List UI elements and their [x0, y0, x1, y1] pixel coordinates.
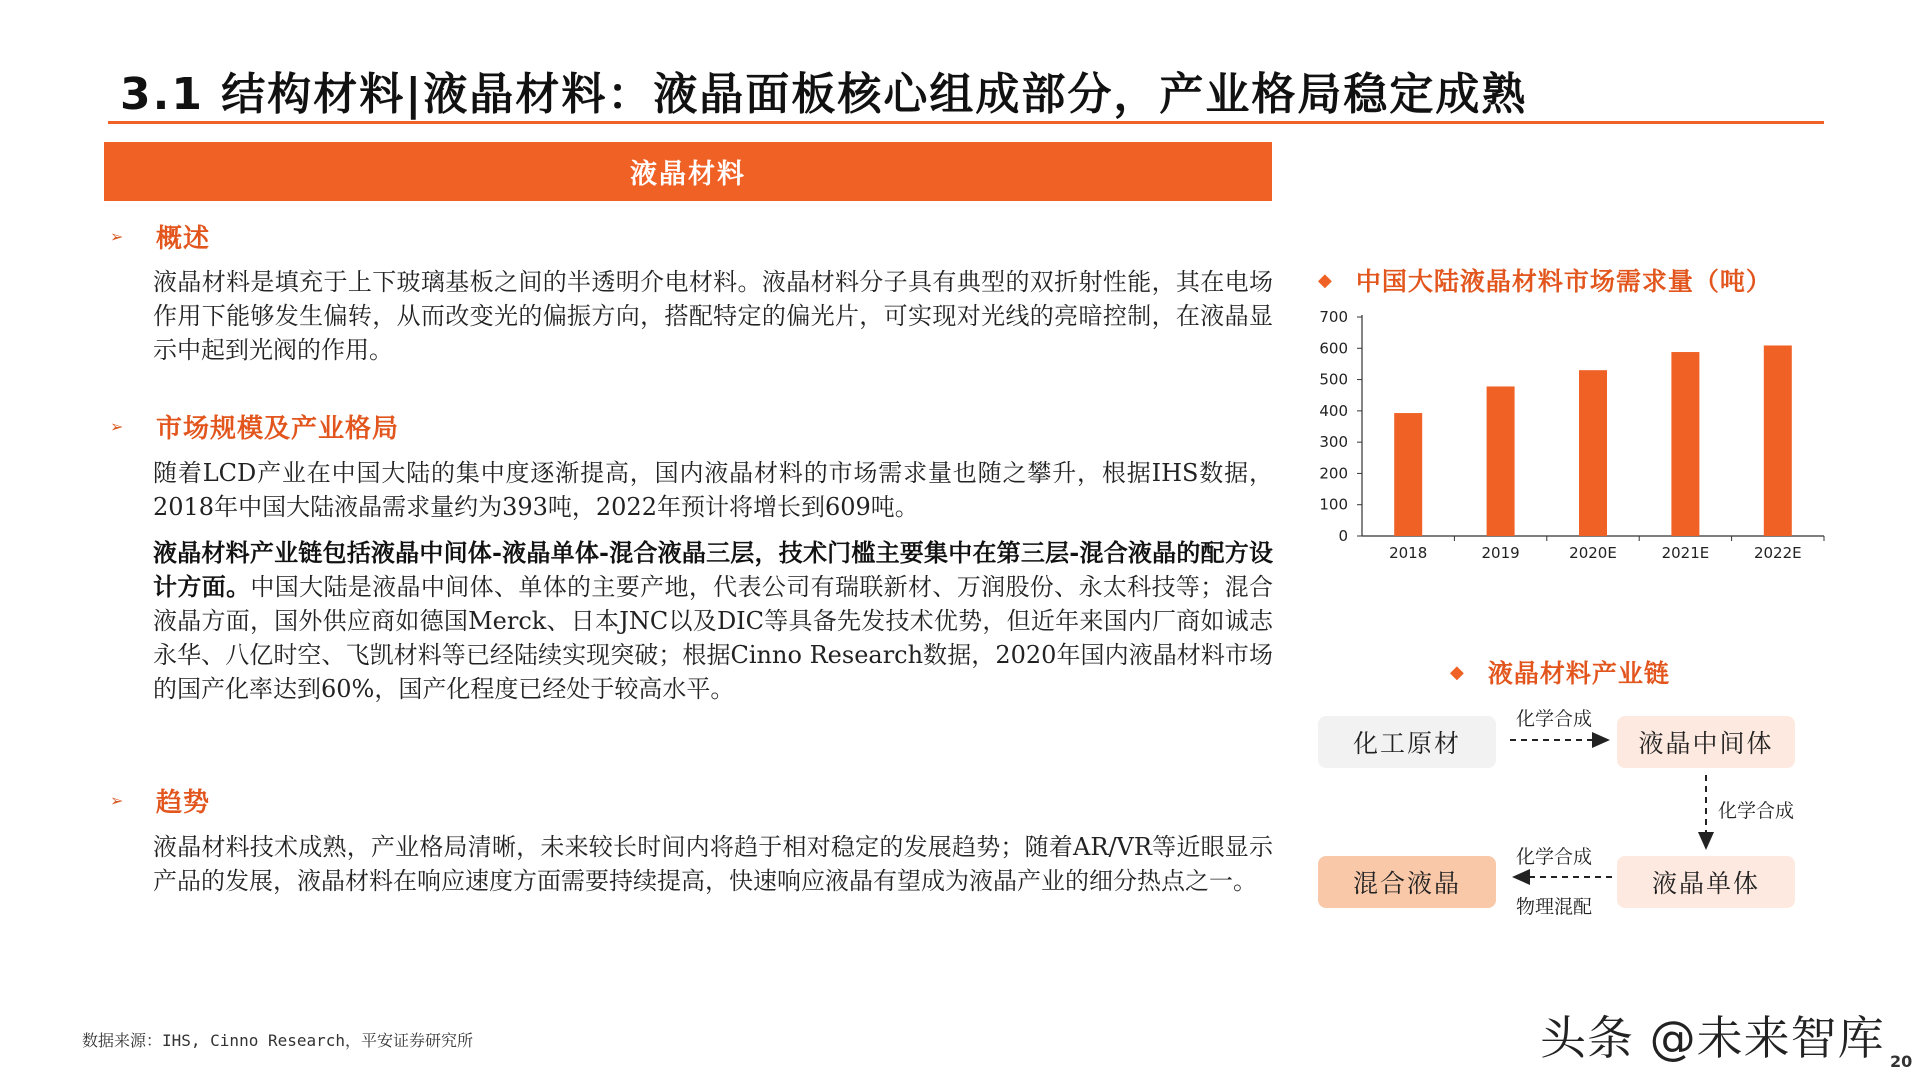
- diamond-bullet-icon: ◆: [1318, 269, 1332, 291]
- body-text: 中国大陆是液晶中间体、单体的主要产地，代表公司有瑞联新材、万润股份、永太科技等；混合液晶方面，国外供应商如德国Merck、日本JNC以及DIC等具备先发技术优势，但近年来国内厂商如诚志永华、八亿时空、飞凯材料等已经陆续实现突破；根据Cinno Research数据，2020年国内液晶材料市场的国产化率达到60%，国产化程度已经处于较高水平。: [153, 573, 1273, 703]
- y-tick-label: 600: [1319, 339, 1348, 358]
- y-tick-label: 200: [1319, 464, 1348, 483]
- trend-paragraph: 液晶材料技术成熟，产业格局清晰，未来较长时间内将趋于相对稳定的发展趋势；随着AR/VR等近眼显示产品的发展，液晶材料在响应速度方面需要持续提高，快速响应液晶有望成为液晶产业的细分热点之一。: [153, 833, 1273, 895]
- chart-title: 中国大陆液晶材料市场需求量（吨）: [1355, 267, 1772, 296]
- section-title: 概述: [156, 223, 211, 254]
- flow-box-raw-material: 化工原材: [1318, 716, 1496, 768]
- arrow-bullet-icon: ➢: [110, 790, 124, 810]
- section-banner: 液晶材料: [104, 142, 1272, 201]
- diamond-bullet-icon: ◆: [1450, 661, 1464, 683]
- market-paragraph: 随着LCD产业在中国大陆的集中度逐渐提高，国内液晶材料的市场需求量也随之攀升，根据IHS数据，2018年中国大陆液晶需求量约为393吨，2022年预计将增长到609吨。: [153, 459, 1273, 521]
- y-tick-label: 400: [1319, 401, 1348, 420]
- y-tick-label: 100: [1319, 495, 1348, 514]
- flow-label: 化学合成: [1516, 708, 1593, 730]
- flow-box-monomer: 液晶单体: [1617, 856, 1795, 908]
- y-tick-label: 0: [1338, 527, 1348, 545]
- flow-box-intermediate: 液晶中间体: [1617, 716, 1795, 768]
- flow-title: 液晶材料产业链: [1487, 659, 1670, 688]
- flow-label: 化学合成: [1718, 800, 1795, 822]
- watermark: 头条 @未来智库: [1540, 1011, 1885, 1065]
- emphasis-text: 液晶材料产业链包括液晶中间体-液晶单体-混合液晶三层，技术门槛主要集中在第三层-混合液晶的配方设计方面。: [153, 538, 1273, 601]
- arrow-bullet-icon: ➢: [110, 226, 124, 246]
- section-title: 趋势: [156, 787, 211, 818]
- page-title: 3.1 结构材料|液晶材料：液晶面板核心组成部分，产业格局稳定成熟: [120, 69, 1528, 120]
- x-tick-label: 2020E: [1569, 544, 1617, 562]
- x-tick-label: 2022E: [1753, 544, 1802, 562]
- x-tick-label: 2018: [1389, 544, 1428, 562]
- x-tick-label: 2021E: [1661, 544, 1710, 562]
- overview-paragraph: 液晶材料是填充于上下玻璃基板之间的半透明介电材料。液晶材料分子具有典型的双折射性能，其在电场作用下能够发生偏转，从而改变光的偏振方向，搭配特定的偏光片，可实现对光线的亮暗控制，在液晶显示中起到光阀的作用。: [153, 268, 1273, 364]
- arrow-bullet-icon: ➢: [110, 416, 124, 436]
- flow-label: 物理混配: [1516, 896, 1593, 918]
- y-tick-label: 500: [1319, 370, 1348, 389]
- flow-box-mixed: 混合液晶: [1318, 856, 1496, 908]
- source-note: 数据来源：IHS, Cinno Research，平安证券研究所: [82, 1031, 474, 1050]
- y-tick-label: 300: [1319, 433, 1348, 452]
- page-number: 20: [1890, 1052, 1913, 1071]
- x-tick-label: 2019: [1481, 544, 1520, 562]
- flow-label: 化学合成: [1516, 846, 1593, 868]
- y-tick-label: 700: [1319, 308, 1348, 326]
- section-title: 市场规模及产业格局: [156, 413, 400, 444]
